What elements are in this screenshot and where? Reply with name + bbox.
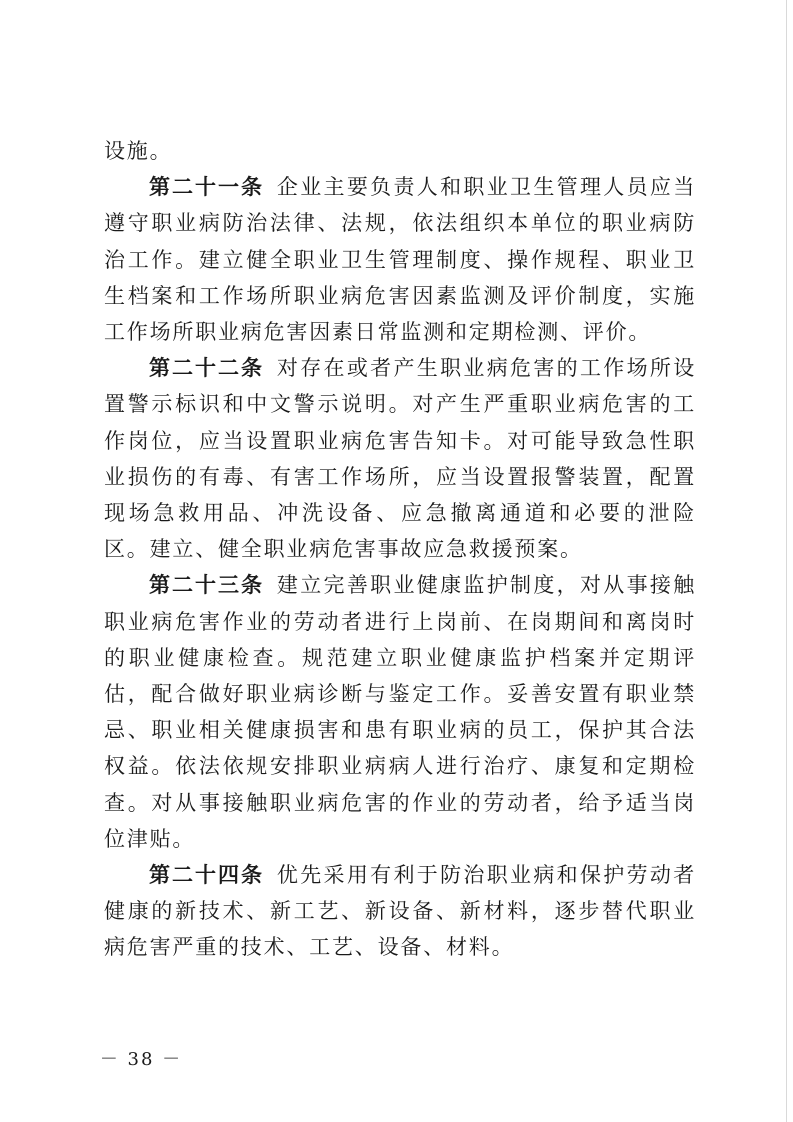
article-22: [104, 350, 696, 567]
paragraph-continuation: [104, 133, 696, 169]
paragraph-text: 设施。: [104, 139, 173, 163]
scan-edge-line: [786, 0, 787, 1122]
article-title: 第二十三条: [149, 573, 265, 598]
article-24: [104, 857, 696, 966]
article-23: [104, 567, 696, 857]
article-title: 第二十一条: [149, 175, 265, 200]
article-text: 建立完善职业健康监护制度，对从事接触职业病危害作业的劳动者进行上岗前、在岗期间和离岗时的职业健康检查。规范建立职业健康监护档案并定期评估，配合做好职业病诊断与鉴定工作。妥善安置有职业禁忌、职业相关健康损害和患有职业病的员工，保护其合法权益。依法依规安排职业病病人进行治疗、康复和定期检查。对从事接触职业病危害的作业的劳动者，给予适当岗位津贴。: [104, 573, 696, 851]
article-text: 优先采用有利于防治职业病和保护劳动者健康的新技术、新工艺、新设备、新材料，逐步替代职业病危害严重的技术、工艺、设备、材料。: [104, 863, 696, 960]
article-title: 第二十四条: [149, 863, 265, 888]
document-body: [104, 133, 696, 966]
page-number: － 38 －: [99, 1049, 183, 1070]
article-text: 企业主要负责人和职业卫生管理人员应当遵守职业病防治法律、法规，依法组织本单位的职业病防治工作。建立健全职业卫生管理制度、操作规程、职业卫生档案和工作场所职业病危害因素监测及评价制度，实施工作场所职业病危害因素日常监测和定期检测、评价。: [104, 175, 696, 345]
article-title: 第二十二条: [149, 356, 265, 381]
article-text: 对存在或者产生职业病危害的工作场所设置警示标识和中文警示说明。对产生严重职业病危害的工作岗位，应当设置职业病危害告知卡。对可能导致急性职业损伤的有毒、有害工作场所，应当设置报警装置，配置现场急救用品、冲洗设备、应急撤离通道和必要的泄险区。建立、健全职业病危害事故应急救援预案。: [104, 356, 696, 562]
article-21: [104, 169, 696, 350]
